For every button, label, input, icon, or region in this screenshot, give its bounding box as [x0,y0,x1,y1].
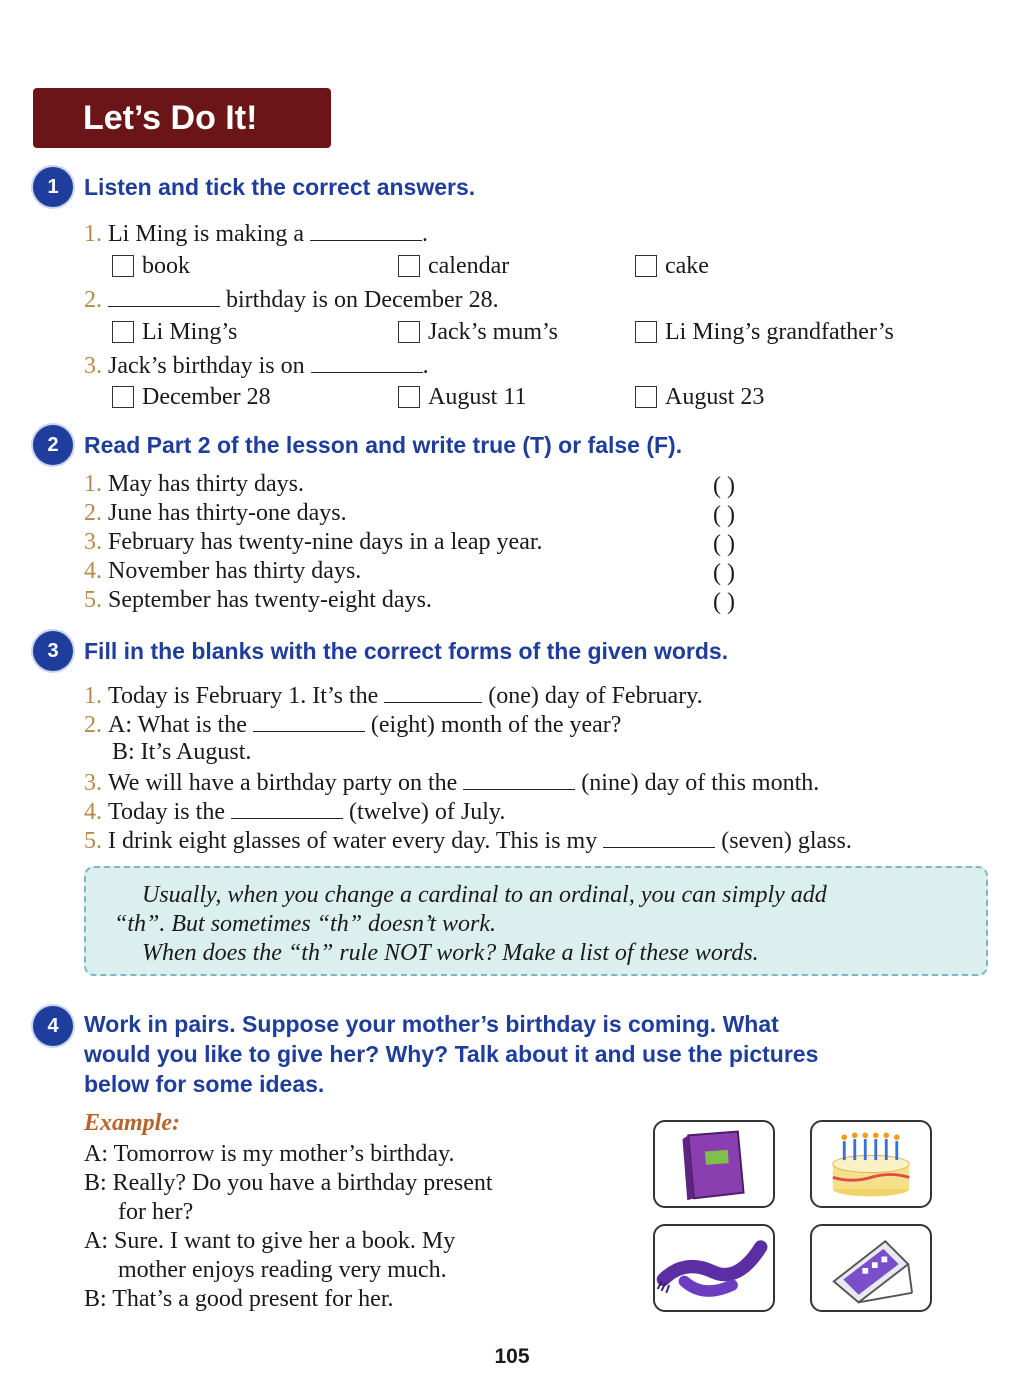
statement-text: September has twenty-eight days. [108,587,432,613]
fill-item-2-answer-line [112,738,251,766]
checkbox[interactable] [398,321,420,343]
q2-option-b[interactable] [398,318,558,346]
item-hint: (seven) glass. [721,828,852,854]
fill-item-2 [84,709,621,739]
option-label: calendar [428,253,510,279]
calendar-icon [812,1226,930,1310]
item-number: 3. [84,770,102,796]
section-3-instruction: Fill in the blanks with the correct forms of the given words. [84,638,729,664]
statement-number: 3. [84,529,102,555]
statement-text: June has thirty-one days. [108,500,347,526]
checkbox[interactable] [635,321,657,343]
item-text: Today is February 1. It’s the [108,683,379,709]
q2-option-a[interactable] [112,318,237,346]
option-label: cake [665,253,709,279]
q3-line [84,350,429,380]
fill-item-5 [84,825,852,855]
dialogue-line-5: mother enjoys reading very much. [118,1257,447,1283]
q2-blank[interactable] [108,284,220,307]
q3-end: . [422,353,429,379]
item-text: I drink eight glasses of water every day. This is my [108,828,598,854]
statement-number: 5. [84,587,102,613]
option-label: book [142,253,190,279]
lets-do-it-banner: Let’s Do It! [33,88,331,148]
q3-option-c[interactable] [635,383,764,411]
book-picture [653,1120,775,1208]
section-2-instruction: Read Part 2 of the lesson and write true (T) or false (F). [84,432,683,458]
option-label: Jack’s mum’s [428,319,558,345]
fill-blank-2[interactable] [253,709,365,732]
tf-answer-4[interactable]: ( ) [713,560,735,586]
example-label: Example: [84,1110,180,1136]
q1-option-b[interactable] [398,252,509,280]
q1-end: . [421,221,428,247]
checkbox[interactable] [112,321,134,343]
option-label: August 23 [665,384,765,410]
dialogue-line-1: A: Tomorrow is my mother’s birthday. [84,1141,455,1167]
scarf-icon [655,1226,773,1310]
option-label: Li Ming’s [142,319,238,345]
fill-blank-3[interactable] [463,767,575,790]
item-number: 2. [84,712,102,738]
page-number: 105 [494,1345,530,1368]
checkbox[interactable] [635,255,657,277]
q1-blank[interactable] [310,218,422,241]
cake-icon [812,1122,930,1206]
fill-blank-1[interactable] [384,680,482,703]
q3-text: Jack’s birthday is on [108,353,305,379]
instruction-line: Work in pairs. Suppose your mother’s birthday is coming. What [84,1011,779,1037]
q1-line [84,218,428,248]
section-3-heading [33,636,728,671]
statement-text: May has thirty days. [108,471,304,497]
q2-text: birthday is on December 28. [226,287,499,313]
statement-number: 1. [84,471,102,497]
statement-number: 2. [84,500,102,526]
statement-text: February has twenty-nine days in a leap year. [108,529,543,555]
q1-option-a[interactable] [112,252,190,280]
instruction-line: below for some ideas. [84,1071,325,1097]
tf-answer-5[interactable]: ( ) [713,589,735,615]
instruction-line: would you like to give her? Why? Talk about it and use the pictures [84,1041,819,1067]
section-2-number-badge: 2 [33,425,73,465]
dialogue-line-2: B: Really? Do you have a birthday present [84,1170,493,1196]
checkbox[interactable] [112,255,134,277]
checkbox[interactable] [635,386,657,408]
item-hint: (twelve) of July. [348,799,506,825]
tf-answer-1[interactable]: ( ) [713,473,735,499]
q3-option-a[interactable] [112,383,271,411]
section-4-number-badge: 4 [33,1006,73,1046]
statement-text: November has thirty days. [108,558,362,584]
section-3-number-badge: 3 [33,631,73,671]
calendar-picture [810,1224,932,1312]
item-number: 5. [84,828,102,854]
q2-number: 2. [84,287,102,313]
dialogue-line-6: B: That’s a good present for her. [84,1286,394,1312]
q2-line [84,284,499,314]
checkbox[interactable] [112,386,134,408]
option-label: August 11 [428,384,527,410]
item-text: B: It’s August. [112,739,252,765]
scarf-picture [653,1224,775,1312]
item-number: 4. [84,799,102,825]
fill-blank-4[interactable] [231,796,343,819]
tip-line-1: Usually, when you change a cardinal to an ordinal, you can simply add [142,882,827,908]
ordinal-tip-box [84,866,988,976]
fill-item-3 [84,767,819,797]
item-hint: (nine) day of this month. [581,770,820,796]
tip-line-2: “th”. But sometimes “th” doesn’t work. [114,911,497,937]
section-1-number-badge: 1 [33,167,73,207]
tf-statement-2 [84,499,347,527]
item-text: Today is the [108,799,225,825]
fill-item-1 [84,680,703,710]
q1-option-c[interactable] [635,252,709,280]
q3-number: 3. [84,353,102,379]
item-text: A: What is the [108,712,247,738]
item-hint: (one) day of February. [488,683,703,709]
tf-statement-3 [84,528,543,556]
section-2-heading [33,430,682,465]
fill-blank-5[interactable] [603,825,715,848]
option-label: Li Ming’s grandfather’s [665,319,894,345]
section-1-instruction: Listen and tick the correct answers. [84,174,476,200]
item-number: 1. [84,683,102,709]
section-1-heading [33,172,475,207]
dialogue-line-4: A: Sure. I want to give her a book. My [84,1228,456,1254]
tf-statement-1 [84,470,304,498]
book-icon [655,1122,773,1206]
q3-option-b[interactable] [398,383,526,411]
q3-blank[interactable] [311,350,423,373]
checkbox[interactable] [398,386,420,408]
tf-statement-5 [84,586,432,614]
q1-text: Li Ming is making a [108,221,304,247]
item-text: We will have a birthday party on the [108,770,458,796]
checkbox[interactable] [398,255,420,277]
dialogue-line-3: for her? [118,1199,194,1225]
section-4-heading [33,1009,993,1099]
fill-item-4 [84,796,505,826]
statement-number: 4. [84,558,102,584]
option-label: December 28 [142,384,271,410]
item-hint: (eight) month of the year? [370,712,622,738]
q1-number: 1. [84,221,102,247]
q2-option-c[interactable] [635,318,894,346]
tf-statement-4 [84,557,361,585]
cake-picture [810,1120,932,1208]
tf-answer-2[interactable]: ( ) [713,502,735,528]
section-4-instruction [84,1009,818,1099]
tip-line-3: When does the “th” rule NOT work? Make a list of these words. [142,940,759,966]
tf-answer-3[interactable]: ( ) [713,531,735,557]
